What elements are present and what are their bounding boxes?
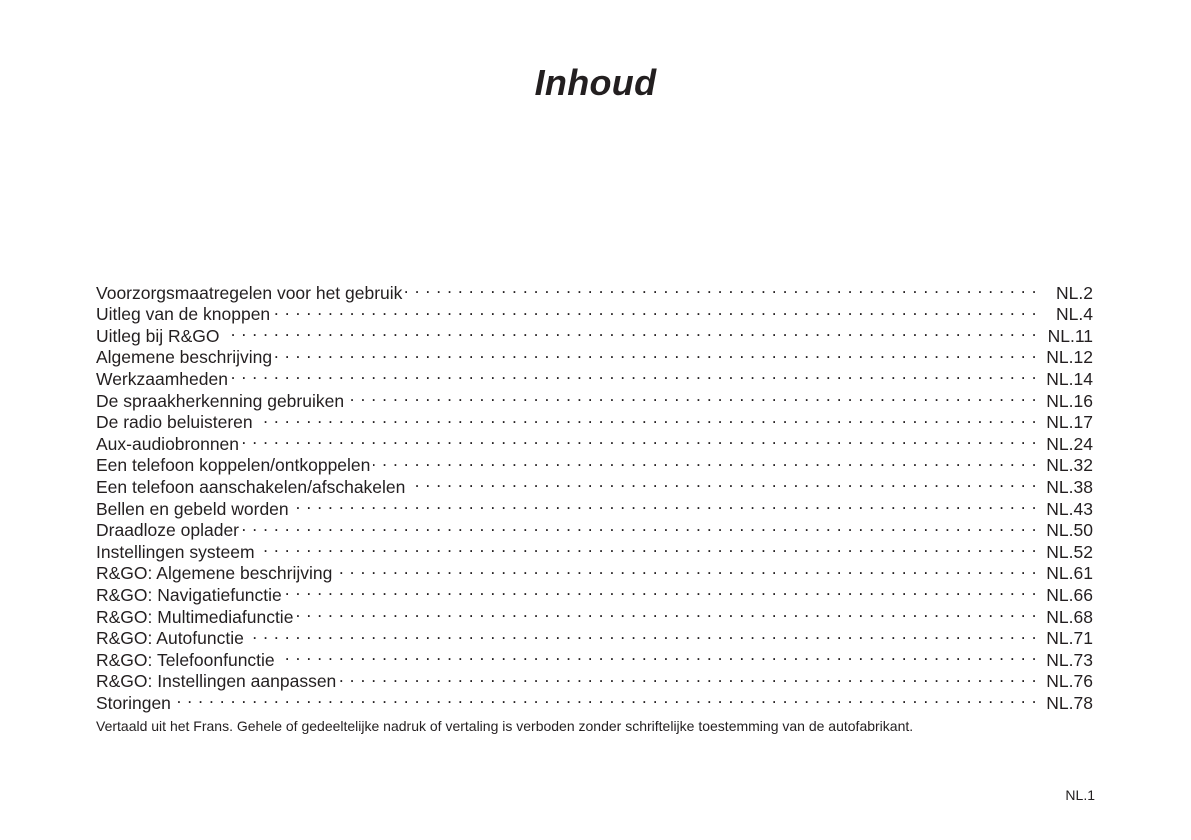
toc-entry-page: NL.76 — [1046, 671, 1093, 692]
toc-entry-label: R&GO: Algemene beschrijving — [96, 563, 333, 584]
toc-entry-label: Aux-audiobronnen — [96, 433, 240, 454]
toc-entry-page: NL.12 — [1046, 347, 1093, 368]
toc-entry-label: R&GO: Instellingen aanpassen — [96, 671, 337, 692]
toc-entry-page: NL.38 — [1046, 476, 1093, 497]
toc-dot-leader — [275, 342, 1037, 364]
toc-dot-leader — [373, 450, 1037, 472]
toc-entry-label: R&GO: Navigatiefunctie — [96, 584, 282, 605]
toc-dot-leader — [408, 471, 1037, 493]
toc-entry-label: Bellen en gebeld worden — [96, 498, 289, 519]
toc-entry-label: Draadloze oplader — [96, 520, 240, 541]
toc-entry-page: NL.43 — [1046, 498, 1093, 519]
toc-dot-leader — [335, 558, 1037, 580]
toc-entry[interactable] — [96, 320, 1093, 346]
toc-entry[interactable] — [96, 450, 1093, 476]
toc-dot-leader — [347, 385, 1037, 407]
toc-dot-leader — [256, 407, 1037, 429]
toc-dot-leader — [278, 644, 1037, 666]
toc-dot-leader — [223, 320, 1037, 342]
toc-entry-page: NL.24 — [1046, 433, 1093, 454]
toc-entry-label: De radio beluisteren — [96, 412, 253, 433]
toc-dot-leader — [292, 493, 1037, 515]
toc-dot-leader — [296, 601, 1037, 623]
toc-dot-leader — [339, 666, 1037, 688]
toc-entry-page: NL.32 — [1046, 455, 1093, 476]
toc-entry-page: NL.14 — [1046, 368, 1093, 389]
toc-entry-label: Een telefoon koppelen/ontkoppelen — [96, 455, 371, 476]
toc-entry-page: NL.78 — [1046, 692, 1093, 713]
toc-entry-page: NL.17 — [1046, 412, 1093, 433]
toc-entry-label: Voorzorgsmaatregelen voor het gebruik — [96, 282, 403, 303]
toc-dot-leader — [273, 299, 1037, 321]
toc-entry-label: R&GO: Telefoonfunctie — [96, 649, 275, 670]
toc-entry-page: NL.66 — [1046, 584, 1093, 605]
toc-entry[interactable] — [96, 515, 1093, 541]
toc-entry-label: Storingen — [96, 692, 171, 713]
toc-entry[interactable] — [96, 363, 1093, 389]
toc-entry-page: NL.52 — [1046, 541, 1093, 562]
toc-entry-label: Algemene beschrijving — [96, 347, 273, 368]
page-number: NL.1 — [1065, 787, 1095, 803]
toc-dot-leader — [242, 515, 1037, 537]
toc-entry[interactable] — [96, 687, 1093, 713]
toc-entry[interactable] — [96, 644, 1093, 670]
toc-dot-leader — [258, 536, 1037, 558]
toc-entry-label: Uitleg bij R&GO — [96, 325, 220, 346]
toc-entry-page: NL.16 — [1046, 390, 1093, 411]
translation-notice: Vertaald uit het Frans. Gehele of gedeeltelijke nadruk of vertaling is verboden zonder schriftelijke toestemming van de autofabrikant. — [96, 718, 914, 734]
toc-entry-label: De spraakherkenning gebruiken — [96, 390, 345, 411]
page-title: Inhoud — [534, 62, 657, 103]
toc-entry[interactable] — [96, 536, 1093, 562]
toc-entry[interactable] — [96, 385, 1093, 411]
toc-entry[interactable] — [96, 428, 1093, 454]
toc-entry-page: NL.73 — [1046, 649, 1093, 670]
toc-entry-page: NL.68 — [1046, 606, 1093, 627]
toc-entry-page: NL.4 — [1056, 304, 1093, 325]
toc-entry-page: NL.71 — [1046, 628, 1093, 649]
toc-dot-leader — [174, 687, 1037, 709]
toc-entry-label: Instellingen systeem — [96, 541, 255, 562]
toc-entry-label: R&GO: Autofunctie — [96, 628, 244, 649]
toc-entry[interactable] — [96, 277, 1093, 303]
toc-entry-page: NL.2 — [1056, 282, 1093, 303]
toc-dot-leader — [231, 363, 1037, 385]
toc-entry-label: Werkzaamheden — [96, 368, 228, 389]
toc-entry-page: NL.11 — [1047, 325, 1093, 346]
toc-dot-leader — [405, 277, 1037, 299]
toc-entry[interactable] — [96, 342, 1093, 368]
toc-dot-leader — [247, 623, 1037, 645]
table-of-contents — [96, 277, 1093, 713]
toc-dot-leader — [242, 428, 1037, 450]
toc-dot-leader — [285, 579, 1037, 601]
toc-entry-label: Uitleg van de knoppen — [96, 304, 271, 325]
toc-entry-page: NL.50 — [1046, 520, 1093, 541]
toc-entry-label: R&GO: Multimediafunctie — [96, 606, 294, 627]
toc-entry-page: NL.61 — [1046, 563, 1093, 584]
toc-entry-label: Een telefoon aanschakelen/afschakelen — [96, 476, 406, 497]
